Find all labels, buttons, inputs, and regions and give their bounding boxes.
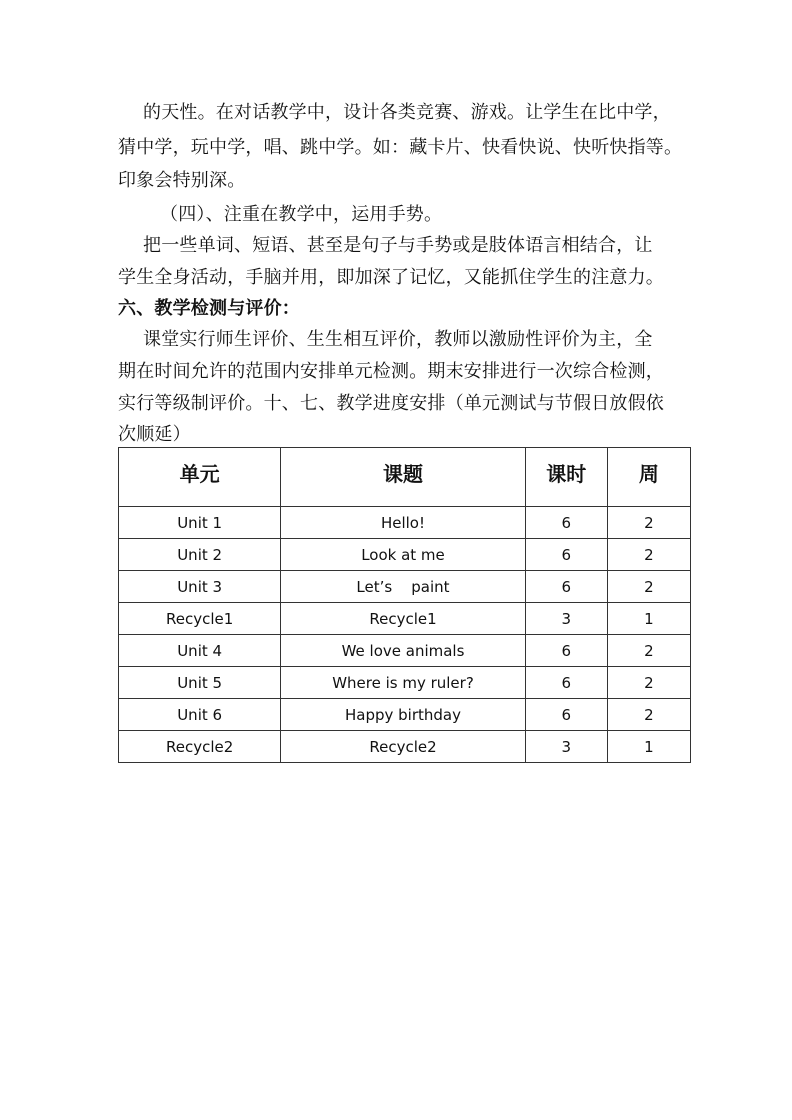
table-row: [119, 635, 691, 667]
cell-topic: Happy birthday: [281, 699, 525, 731]
cell-topic: Look at me: [281, 539, 525, 571]
cell-topic: Hello!: [281, 507, 525, 539]
header-periods: 课时: [525, 448, 607, 507]
cell-unit: Unit 2: [119, 539, 281, 571]
cell-periods: 6: [525, 699, 607, 731]
paragraph-line: 期在时间允许的范围内安排单元检测。期末安排进行一次综合检测，: [118, 361, 664, 382]
section-heading: 六、教学检测与评价：: [118, 298, 300, 319]
paragraph-line: 实行等级制评价。十、七、教学进度安排（单元测试与节假日放假依: [118, 393, 664, 414]
table-row: [119, 603, 691, 635]
cell-periods: 6: [525, 507, 607, 539]
cell-weeks: 1: [607, 603, 690, 635]
cell-unit: Unit 5: [119, 667, 281, 699]
schedule-table: [118, 447, 691, 763]
cell-periods: 6: [525, 539, 607, 571]
header-topic: 课题: [281, 448, 525, 507]
table-row: [119, 667, 691, 699]
cell-weeks: 2: [607, 507, 690, 539]
paragraph-line: 猜中学，玩中学，唱、跳中学。如：藏卡片、快看快说、快听快指等。: [118, 137, 683, 158]
cell-weeks: 2: [607, 635, 690, 667]
cell-unit: Unit 3: [119, 571, 281, 603]
cell-periods: 3: [525, 731, 607, 763]
cell-periods: 6: [525, 667, 607, 699]
paragraph-line: 学生全身活动，手脑并用，即加深了记忆，又能抓住学生的注意力。: [118, 267, 664, 288]
cell-periods: 6: [525, 571, 607, 603]
cell-unit: Recycle1: [119, 603, 281, 635]
cell-weeks: 1: [607, 731, 690, 763]
paragraph-line: 课堂实行师生评价、生生相互评价，教师以激励性评价为主，全: [143, 329, 653, 350]
header-unit: 单元: [119, 448, 281, 507]
cell-unit: Unit 6: [119, 699, 281, 731]
cell-topic: Let’s paint: [281, 571, 525, 603]
paragraph-line: 的天性。在对话教学中，设计各类竞赛、游戏。让学生在比中学，: [143, 102, 671, 123]
cell-topic: We love animals: [281, 635, 525, 667]
table-row: [119, 699, 691, 731]
cell-weeks: 2: [607, 667, 690, 699]
cell-topic: Recycle2: [281, 731, 525, 763]
table-row: [119, 539, 691, 571]
section-subheading: （四）、注重在教学中，运用手势。: [160, 204, 443, 225]
table-row: [119, 571, 691, 603]
table-row: [119, 731, 691, 763]
table-row: [119, 507, 691, 539]
cell-periods: 6: [525, 635, 607, 667]
cell-weeks: 2: [607, 699, 690, 731]
cell-unit: Unit 1: [119, 507, 281, 539]
paragraph-line: 印象会特别深。: [118, 170, 246, 191]
cell-weeks: 2: [607, 571, 690, 603]
cell-topic: Where is my ruler?: [281, 667, 525, 699]
paragraph-line: 次顺延）: [118, 424, 191, 445]
cell-unit: Unit 4: [119, 635, 281, 667]
header-weeks: 周: [607, 448, 690, 507]
cell-unit: Recycle2: [119, 731, 281, 763]
cell-periods: 3: [525, 603, 607, 635]
table-header-row: [119, 448, 691, 507]
paragraph-line: 把一些单词、短语、甚至是句子与手势或是肢体语言相结合，让: [143, 235, 653, 256]
cell-topic: Recycle1: [281, 603, 525, 635]
cell-weeks: 2: [607, 539, 690, 571]
